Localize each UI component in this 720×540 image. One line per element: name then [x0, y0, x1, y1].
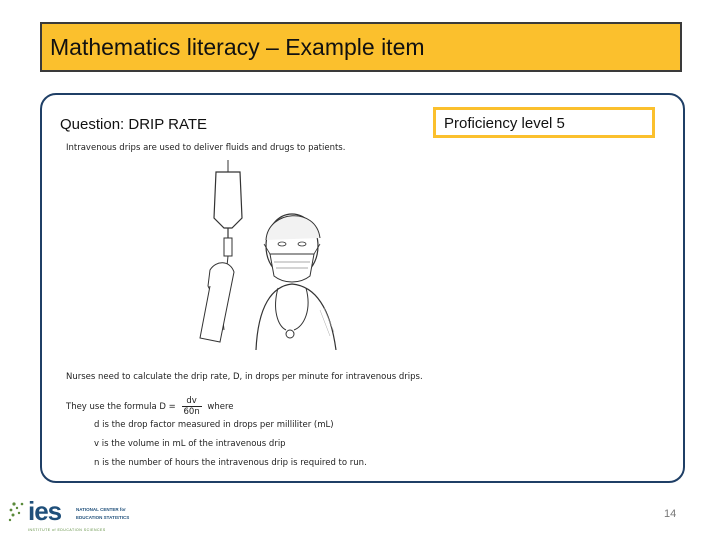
slide-title-bar	[40, 22, 682, 72]
formula-numerator: dv	[182, 396, 202, 407]
formula-denominator: 60n	[183, 407, 200, 417]
item-nurses-text: Nurses need to calculate the drip rate, D, in drops per minute for intravenous drips.	[66, 372, 423, 382]
ies-tagline: INSTITUTE of EDUCATION SCIENCES	[28, 528, 106, 532]
definition-v: v is the volume in mL of the intravenous drip	[94, 439, 286, 449]
item-formula	[66, 396, 234, 417]
definition-n: n is the number of hours the intravenous drip is required to run.	[94, 458, 367, 468]
formula-prefix: They use the formula D =	[66, 402, 176, 412]
item-intro-text: Intravenous drips are used to deliver fluids and drugs to patients.	[66, 143, 346, 153]
question-label: Question: DRIP RATE	[60, 116, 207, 133]
ies-line1: NATIONAL CENTER for	[76, 507, 126, 512]
slide-title: Mathematics literacy – Example item	[50, 34, 425, 60]
iv-drip-illustration	[180, 160, 350, 350]
formula-suffix: where	[207, 402, 234, 412]
proficiency-badge	[433, 107, 655, 138]
page-number: 14	[664, 508, 677, 520]
ies-wordmark: ies	[28, 496, 62, 526]
formula-fraction	[182, 396, 202, 417]
definition-d: d is the drop factor measured in drops per milliliter (mL)	[94, 420, 334, 430]
ies-line2: EDUCATION STATISTICS	[76, 515, 130, 520]
proficiency-label: Proficiency level 5	[444, 115, 565, 132]
